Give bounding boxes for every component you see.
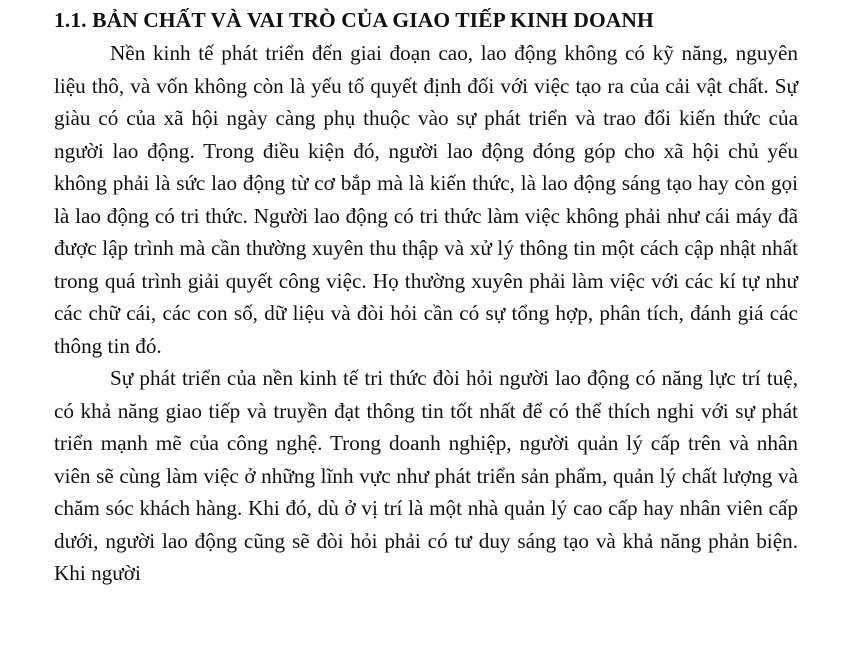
paragraph-1: Nền kinh tế phát triển đến giai đoạn cao, lao động không có kỹ năng, nguyên liệu thô, và vốn không còn là yếu tố quyết định đối với việc tạo ra của cải vật chất. Sự giàu có của xã hội ngày càng phụ thuộc vào sự phát triển và trao đổi kiến thức của người lao động. Trong điều kiện đó, người lao động đóng góp cho xã hội chủ yếu không phải là sức lao động từ cơ bắp mà là kiến thức, là lao động sáng tạo hay còn gọi là lao động có tri thức. Người lao động có tri thức làm việc không phải như cái máy đã được lập trình mà cần thường xuyên thu thập và xử lý thông tin một cách cập nhật nhất trong quá trình giải quyết công việc. Họ thường xuyên phải làm việc với các kí tự như các chữ cái, các con số, dữ liệu và đòi hỏi cần có sự tổng hợp, phân tích, đánh giá các thông tin đó. [54,41,798,358]
paragraph-2: Sự phát triển của nền kinh tế tri thức đòi hỏi người lao động có năng lực trí tuệ, có khả năng giao tiếp và truyền đạt thông tin tốt nhất để có thể thích nghi với sự phát triển mạnh mẽ của công nghệ. Trong doanh nghiệp, người quản lý cấp trên và nhân viên sẽ cùng làm việc ở những lĩnh vực như phát triển sản phẩm, quản lý chất lượng và chăm sóc khách hàng. Khi đó, dù ở vị trí là một nhà quản lý cao cấp hay nhân viên cấp dưới, người lao động cũng sẽ đòi hỏi phải có tư duy sáng tạo và khả năng phản biện. Khi người [54,366,798,585]
section-heading: 1.1. BẢN CHẤT VÀ VAI TRÒ CỦA GIAO TIẾP KINH DOANH [54,8,654,32]
